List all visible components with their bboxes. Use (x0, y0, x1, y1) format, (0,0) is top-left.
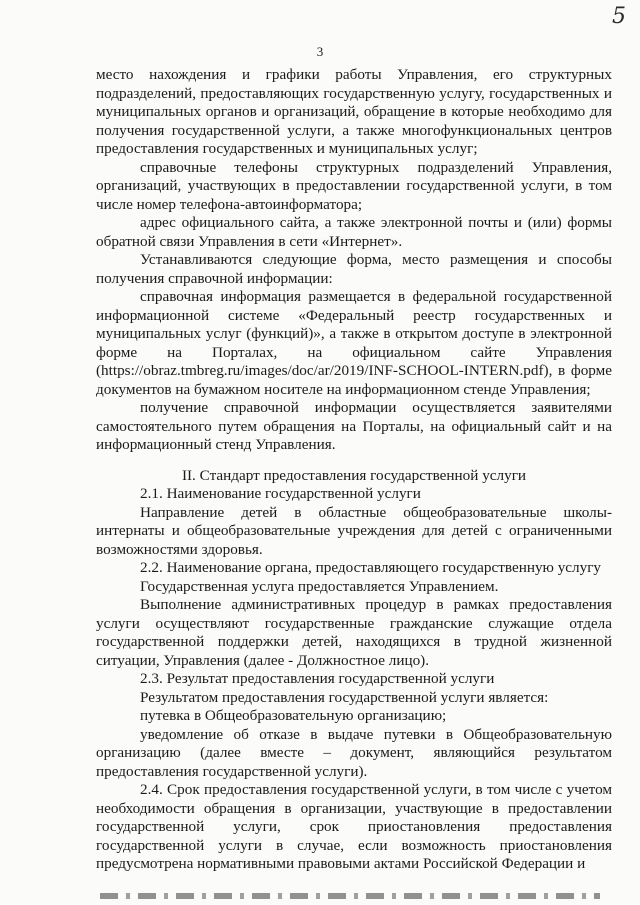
paragraph: справочные телефоны структурных подразделений Управления, организаций, участвующих в предоставлении государственной услуги, в том числе номер телефона-автоинформатора; (96, 158, 612, 213)
paragraph: адрес официального сайта, а также электронной почты и (или) формы обратной связи Управления в сети «Интернет». (96, 214, 612, 250)
subsection-heading: 2.1. Наименование государственной услуги (140, 485, 421, 502)
paragraph: Направление детей в областные общеобразовательные школы-интернаты и общеобразовательные учреждения для детей с ограниченными возможностями здоровья. (96, 503, 612, 558)
subsection-heading: 2.2. Наименование органа, предоставляющего государственную услугу (140, 559, 602, 576)
paragraph: Государственная услуга предоставляется Управлением. (140, 577, 499, 595)
subsection-heading: 2.4. Срок предоставления государственной услуги, в том числе с учетом необходимости обращения в организации, участвующие в предоставлении государственной услуги, срок приостановления предоставления государственной услуги в случае, если возможность приостановления предусмотрена нормативными правовыми актами Российской Федерации и (96, 781, 612, 872)
paragraph: место нахождения и графики работы Управления, его структурных подразделений, предоставляющих государственную услугу, государственных и муниципальных органов и организаций, обращение в которые необходимо для получения государственной услуги, а также многофункциональных центров предоставления государственных и муниципальных услуг; (96, 66, 612, 157)
paragraph: получение справочной информации осуществляется заявителями самостоятельного путем обращения на Порталы, на официальный сайт и на информационный стенд Управления. (96, 399, 612, 453)
paragraph: справочная информация размещается в федеральной государственной информационной системе «Федеральный реестр государственных и муниципальных услуг (функций)», а также в открытом доступе в электронной форме на Порталах, на официальном сайте Управления (https://obraz.tmbreg.ru/images/doc/ar/2019/INF-SCHOOL-INTERN.pdf), в форме документов на бумажном носителе на информационном стенде Управления; (96, 288, 612, 398)
paragraph: путевка в Общеобразовательную организацию; (140, 707, 447, 724)
paragraph: Результатом предоставления государственной услуги является: (140, 688, 549, 706)
subsection-heading: 2.3. Результат предоставления государственной услуги (140, 670, 495, 687)
section-heading: II. Стандарт предоставления государственной услуги (181, 466, 527, 484)
paragraph: Устанавливаются следующие форма, место размещения и способы получения справочной информации: (96, 251, 612, 287)
paragraph: Выполнение административных процедур в рамках предоставления услуги осуществляют государственные гражданские служащие отдела государственной поддержки детей, находящихся в трудной жизненной ситуации, Управления (далее - Должностное лицо). (96, 596, 612, 669)
paragraph: уведомление об отказе в выдаче путевки в Общеобразовательную организацию (далее вместе – документ, являющийся результатом предоставления государственной услуги). (96, 725, 612, 780)
scan-edge-artifact (100, 893, 600, 899)
handwritten-page-mark: 5 (612, 4, 626, 29)
page-number: 3 (316, 44, 324, 59)
document-body (96, 66, 612, 874)
